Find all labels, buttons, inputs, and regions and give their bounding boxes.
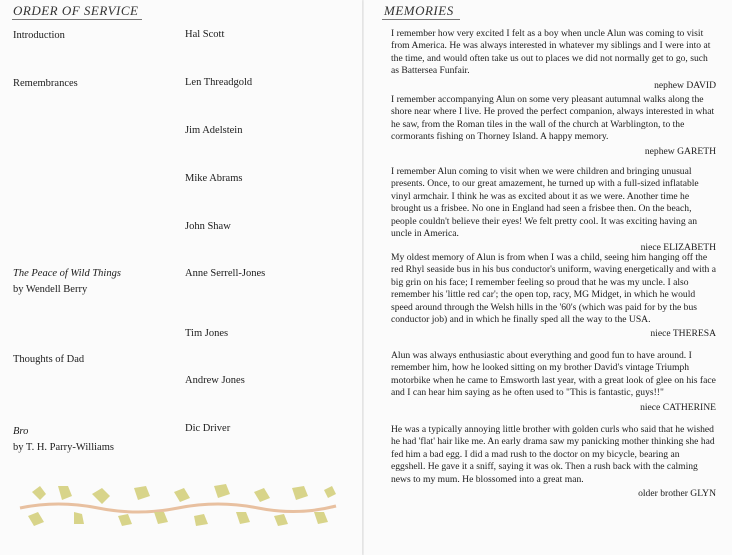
speaker-name: Anne Serrell-Jones [185, 268, 266, 279]
memory-entry [391, 94, 716, 158]
memory-signature: niece THERESA [650, 328, 716, 340]
memory-signature: older brother GLYN [638, 488, 716, 500]
memory-signature: niece ELIZABETH [640, 242, 716, 254]
memory-entry [391, 252, 716, 341]
memory-text: I remember Alun coming to visit when we were children and bringing unusual presents. Once, to our great amazement, he turned up with a full-sized inflatable vinyl armchair. I think he was as excited about it as we were. Another time he brought us a frisbee. No one in England had seen a frisbee then. On the beach, people couldn't believe their eyes! We felt pretty cool. It was exciting having an uncle in America. [391, 166, 699, 240]
order-heading: ORDER OF SERVICE [13, 3, 139, 18]
poem-author: by Wendell Berry [13, 284, 88, 295]
speaker-name: Andrew Jones [185, 375, 245, 386]
memory-signature: niece CATHERINE [640, 401, 716, 413]
order-item-label: Introduction [13, 30, 65, 41]
order-item-thoughts-of-dad [13, 352, 84, 368]
memories-page [364, 0, 732, 555]
speaker-name: Mike Abrams [185, 173, 243, 184]
order-item-introduction [13, 28, 65, 44]
order-item-label: Remembrances [13, 78, 78, 89]
poem-author: by T. H. Parry-Williams [13, 442, 114, 453]
memory-entry [391, 424, 716, 500]
speaker-name: Len Threadgold [185, 77, 253, 88]
speaker-name: John Shaw [185, 221, 231, 232]
memory-entry [391, 350, 716, 414]
speaker-name: Dic Driver [185, 423, 231, 434]
memory-text: He was a typically annoying little brother with golden curls who said that he wished he had 'flat' hair like me. An early drama saw my panicking mother thinking she had fed him a bad egg. I did a mad rush to the doctor on my bicycle, bearing an eggshell. He gave it a sniff, saying it was ok. Then a rush back with the calming news to my mum. He blossomed into a great man. [391, 424, 715, 485]
speaker-name: Hal Scott [185, 29, 225, 40]
memory-signature: nephew GARETH [644, 145, 716, 157]
order-heading-rule [12, 19, 142, 20]
poem-title: The Peace of Wild Things [13, 268, 121, 279]
order-item-peace-poem [13, 266, 121, 298]
order-item-bro-poem [13, 424, 114, 456]
speaker-name: Jim Adelstein [185, 125, 243, 136]
memory-text: I remember accompanying Alun on some very pleasant autumnal walks along the shore near where I live. He proved the perfect companion, always interested in what he saw, from the Roman tiles in the wall of the church at Warblington, to the cormorants fishing on Thorney Island. A happy memory. [391, 94, 715, 143]
order-item-remembrances [13, 76, 78, 92]
vine-stem [20, 504, 336, 512]
order-item-label: Thoughts of Dad [13, 354, 85, 365]
memories-heading-rule [382, 19, 460, 20]
memory-text: Alun was always enthusiastic about everything and good fun to have around. I remember him, how he looked sitting on my brother David's vintage Triumph motorbike when he came to Emsworth last year, with a great look of glee on his face and I can hear him saying as he often used to "This is fantastic, guys!!" [391, 350, 716, 399]
memory-signature: nephew DAVID [654, 79, 716, 91]
memory-text: I remember how very excited I felt as a boy when uncle Alun was coming to visit from America. He was always interested in whatever my siblings and I were into at the time, and would often take us out to places we did not normally get to go, such as Battersea Funfair. [391, 28, 711, 77]
speaker-name: Tim Jones [185, 328, 229, 339]
memory-text: My oldest memory of Alun is from when I was a child, seeing him hanging off the red Rhyl seaside bus in his bus conductor's uniform, waving energetically and with a big grin on his face; I remember feeling so proud that he was my uncle. I also remember his 'little red car'; the open top, racy, MG Midget, in which he would speed around through the Welsh hills in the '60's (which was paid for by the bus conductor job) and in which he finally sped all the way to the USA. [391, 252, 717, 326]
ivy-vine-border [18, 472, 338, 538]
order-of-service-page [0, 0, 362, 555]
memories-heading: MEMORIES [384, 3, 454, 18]
memory-entry [391, 28, 716, 92]
poem-title: Bro [13, 426, 29, 437]
memory-entry [391, 166, 716, 255]
